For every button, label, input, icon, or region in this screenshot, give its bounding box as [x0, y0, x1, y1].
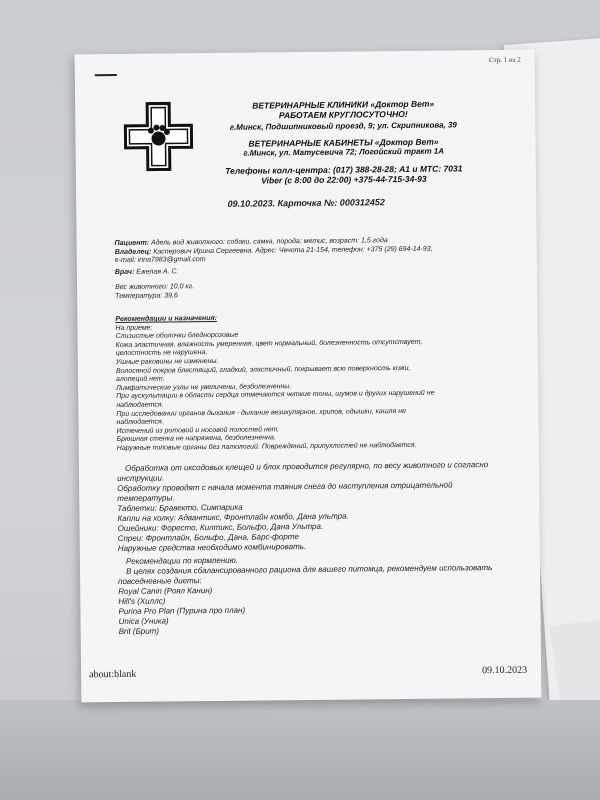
feeding-lines [118, 553, 529, 637]
recommendation-line: Наружные половые органы без патологий. Повреждений, припухлостей не наблюдается. [116, 441, 417, 452]
card-title: 09.10.2023. Карточка №: 000312452 [227, 197, 385, 209]
feeding-line: Unica (Уника) [118, 616, 169, 626]
recommendation-line: Лимфатические узлы не увеличены, безболезненны. [116, 382, 292, 392]
treatment-line: Капли на холку: Адвантикс, Фронтлайн комбо, Дана ультра. [117, 511, 349, 524]
clinic-hours: РАБОТАЕМ КРУГЛОСУТОЧНО! [278, 108, 408, 121]
footer-url: about:blank [89, 668, 137, 681]
recommendations-section [115, 312, 526, 454]
feeding-line: Рекомендации по кормлению. [125, 555, 239, 566]
feeding-line: В целях создания сбалансированного рациона для вашего питомца, рекомендуем использовать [125, 563, 493, 576]
recommendation-line: При аускультации в области сердца отмечаются четкие тоны, шумов и других нарушений не [116, 390, 435, 401]
call-center-phones: Телефоны колл-центра: (017) 388-28-28; А1 и МТС: 7031 [225, 163, 463, 176]
clinic-address: г.Минск, Подшипниковый проезд, 9; ул. Скрипникова, 39 [229, 120, 457, 132]
recommendation-line: Истечений из ротовой и носовой полостей нет. [116, 426, 280, 435]
temperature: Температура: 39,6 [115, 291, 178, 300]
footer-date: 09.10.2023 [482, 664, 528, 677]
treatment-line: Наружные средства необходимо комбинировать. [117, 542, 307, 554]
weight: Вес животного: 10,0 кг. [115, 283, 195, 292]
doctor-value: Ежелая А. С. [136, 268, 179, 276]
treatment-line: Таблетки: Бравекто, Симпарика [117, 502, 243, 514]
feeding-line: повседневные диеты: [118, 576, 202, 586]
page-indicator: Стр. 1 из 2 [488, 55, 521, 65]
print-mark [95, 74, 117, 76]
recommendation-line: алопеций нет. [115, 375, 165, 384]
clinic-name: ВЕТЕРИНАРНЫЕ КЛИНИКИ «Доктор Вет» [252, 98, 435, 111]
treatment-line: Обработку проводят с начала момента таяния снега до наступления отрицательной [117, 480, 453, 494]
feeding-line: Royal Canin (Роял Канин) [118, 586, 213, 596]
treatment-line: Обработка от иксодовых клещей и блох проводится регулярно, по весу животного и согласно [124, 460, 489, 473]
feeding-line: Hill's (Хиллс) [118, 596, 166, 606]
treatment-line: Ошейники: Форесто, Килтикс, Больфо, Дана Ультра. [117, 521, 324, 534]
recommendation-line: Слизистые оболочки бледнорозовые [115, 331, 239, 341]
treatment-lines [117, 460, 528, 554]
vitals [115, 280, 525, 301]
recommendation-line: наблюдается. [116, 418, 164, 427]
cabinets-name: ВЕТЕРИНАРНЫЕ КАБИНЕТЫ «Доктор Вет» [248, 136, 439, 149]
owner-label: Владелец: [114, 248, 152, 256]
treatment-section [117, 460, 528, 554]
owner-value: Касперович Ирина Сергеевна. Адрес: Чечота 21-154, телефон: +375 (29) 694-14-93, [153, 245, 433, 256]
recommendations-heading: Рекомендации и назначения: [115, 314, 217, 324]
cross-paw-logo-icon [123, 101, 194, 172]
owner-email: e-mail: irina7983@gmail.com [114, 256, 206, 265]
recommendation-line: Волосяной покров блестящий, гладкий, эластичный, покрывает всю поверхность кожи, [115, 364, 411, 375]
feeding-section [118, 553, 529, 637]
recommendation-line: целостность не нарушена. [115, 349, 208, 358]
patient-info [115, 236, 525, 278]
feeding-line: Brit (Брит) [118, 626, 160, 636]
table-surface [0, 700, 600, 800]
patient-label: Пациент: [114, 239, 150, 248]
treatment-line: Спреи: Фронтлайн, Больфо, Дана, Барс-форте [117, 532, 299, 544]
cabinets-address: г.Минск, ул. Матусевича 72; Логойский тракт 1А [243, 146, 445, 158]
treatment-line: инструкции. [117, 473, 165, 484]
doctor-label: Врач: [114, 268, 135, 276]
patient-value: Адель вид животного: собаки, самка, порода: метис, возраст: 1,5 года [150, 237, 388, 247]
recommendations-lines [115, 320, 526, 453]
recommendation-line: На приеме: [115, 324, 153, 332]
recommendation-line: наблюдается. [116, 401, 164, 409]
treatment-line: температуры. [117, 493, 175, 504]
viber-contact: Viber (с 8:00 до 22:00) +375-44-715-34-93 [261, 173, 427, 186]
recommendation-line: Брюшная стенка не напряжена, безболезненна. [116, 434, 276, 444]
recommendation-line: Кожа эластичная, влажность умеренная, цвет нормальный, болезненность отсутствует, [115, 338, 423, 349]
recommendation-line: При исследовании органов дыхания - дыхание везикулярное, хрипов, одышки, кашля не [116, 407, 407, 418]
feeding-line: Purina Pro Plan (Пурина про план) [118, 605, 246, 616]
recommendation-line: Ушные раковины не изменены. [115, 357, 219, 366]
printed-page [75, 50, 542, 703]
